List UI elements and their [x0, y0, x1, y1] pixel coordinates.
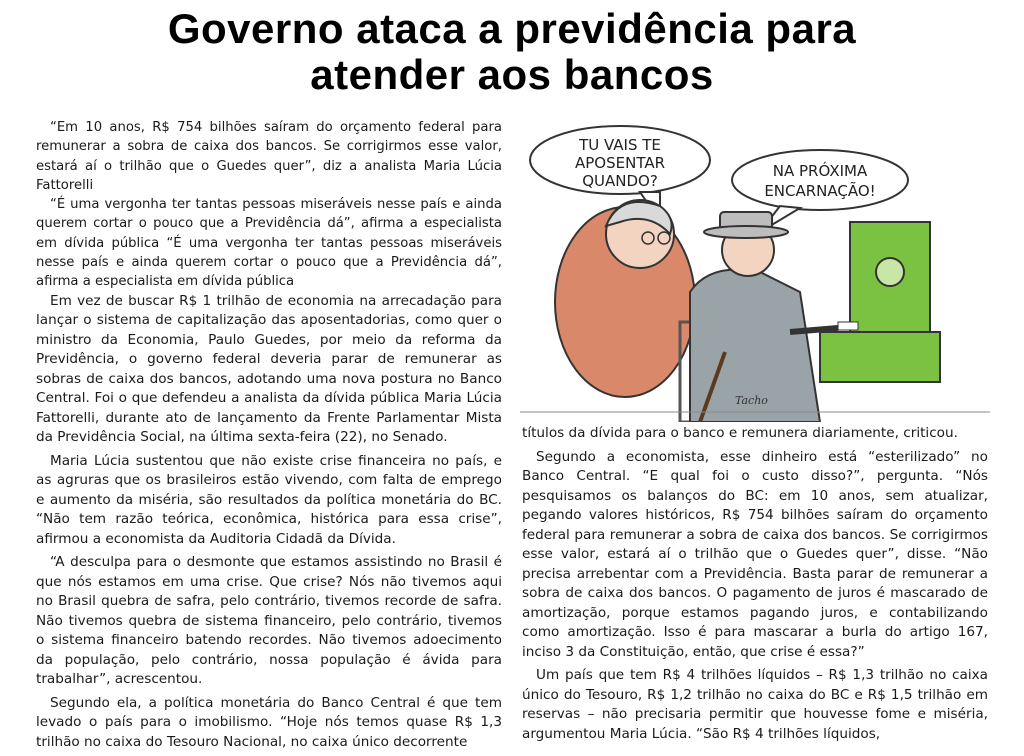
- bubble-right-line-2: ENCARNAÇÃO!: [764, 182, 876, 200]
- left-column: [36, 118, 502, 756]
- headline-line-1: Governo ataca a previdência para: [167, 5, 857, 52]
- paragraph: Um país que tem R$ 4 trilhões líquidos – R$ 1,3 trilhão no caixa único do Tesouro, R$ 1,2 trilhão no caixa do BC e R$ 1,5 trilhão em reservas – não precisaria permitir que houvesse fome e miséria, argumentou Maria Lúcia. “São R$ 4 trilhões líquidos,: [522, 667, 988, 742]
- paragraph: Segundo ela, a política monetária do Banco Central é que tem levado o país para o imobilismo. “Hoje nós temos quase R$ 1,3 trilhão no caixa do Tesouro Nacional, no caixa único decorrente: [36, 694, 502, 750]
- pull-quote-2: “É uma vergonha ter tantas pessoas miseráveis nesse país e ainda querem cortar o pouco que a Previdência dá”, afirma a especialista em dívida pública “É uma vergonha ter tantas pessoas miseráveis nesse país e ainda querem cortar o pouco que a Previdência dá”, afirma a especialista em dívida pública: [36, 197, 502, 290]
- speech-bubble-right: [732, 150, 908, 210]
- right-column: [522, 424, 988, 748]
- paragraph: “A desculpa para o desmonte que estamos assistindo no Brasil é que nós estamos em uma crise. Que crise? Nós não tivemos aqui no Brasil quebra de safra, pelo contrário, tivemos recorde de safra. Não tivemos quebra de sistema financeiro, pelo contrário, tivemos o sistema financeiro batendo recordes. Não tivemos adoecimento da população, pelo contrário, nossa população é ávida para trabalhar”, acrescentou.: [36, 554, 502, 688]
- bubble-right-line-1: NA PRÓXIMA: [772, 162, 868, 180]
- cartoonist-signature: Tacho: [735, 394, 768, 407]
- bubble-left-line-3: QUANDO?: [582, 172, 658, 190]
- paragraph: Em vez de buscar R$ 1 trilhão de economia na arrecadação para lançar o sistema de capitalização das aposentadorias, como quer o ministro da Economia, Paulo Guedes, por meio da reforma da Previdência, o governo federal deveria parar de remunerar as sobras de caixa dos bancos, adotando uma nova postura no Banco Central. Foi o que defendeu a analista da dívida pública Maria Lúcia Fattorelli, durante ato de lançamento da Frente Parlamentar Mista da Previdência Social, na última sexta-feira (22), no Senado.: [36, 292, 502, 446]
- headline: [0, 6, 1024, 98]
- atm-machine: [820, 222, 940, 382]
- paragraph: títulos da dívida para o banco e remunera diariamente, criticou.: [522, 425, 958, 441]
- old-man-figure: [690, 212, 838, 422]
- cartoon-illustration: [520, 122, 990, 422]
- cartoon-drawing: [520, 122, 990, 422]
- headline-line-2: atender aos bancos: [310, 51, 714, 98]
- paragraph: Segundo a economista, esse dinheiro está “esterilizado” no Banco Central. “E qual foi o custo disso?”, pergunta. “Nós pesquisamos os balanços do BC: em 10 anos, sem atualizar, pegando valores históricos, R$ 754 bilhões saíram do orçamento federal para remunerar a sobra de caixa dos bancos. Se corrigirmos esse valor, estará aí o trilhão que o Guedes quer”, disse. “Não precisa arrebentar com a Previdência. Basta parar de remunerar a sobra de caixa dos bancos. O pagamento de juros é mascarado de amortização, porque estamos pagando juros, e contabilizando como amortização. Isso é para mascarar a burla do artigo 167, inciso 3 da Constituição, então, que crise é essa?”: [522, 448, 988, 660]
- paragraph: Maria Lúcia sustentou que não existe crise financeira no país, e as agruras que os brasileiros estão vivendo, com falta de emprego e aumento da miséria, são resultados da política monetária do BC. “Não tem razão teórica, econômica, histórica para essa crise”, afirmou a economista da Auditoria Cidadã da Dívida.: [36, 452, 502, 547]
- bubble-left-line-2: APOSENTAR: [574, 154, 666, 172]
- bubble-left-line-1: TU VAIS TE: [579, 136, 661, 154]
- pull-quote-1: “Em 10 anos, R$ 754 bilhões saíram do orçamento federal para remunerar a sobra de caixa dos bancos. Se corrigirmos esse valor, estará aí o trilhão que o Guedes quer”, diz a analista Maria Lúcia Fattorelli: [36, 120, 502, 193]
- pull-quotes: [36, 118, 502, 292]
